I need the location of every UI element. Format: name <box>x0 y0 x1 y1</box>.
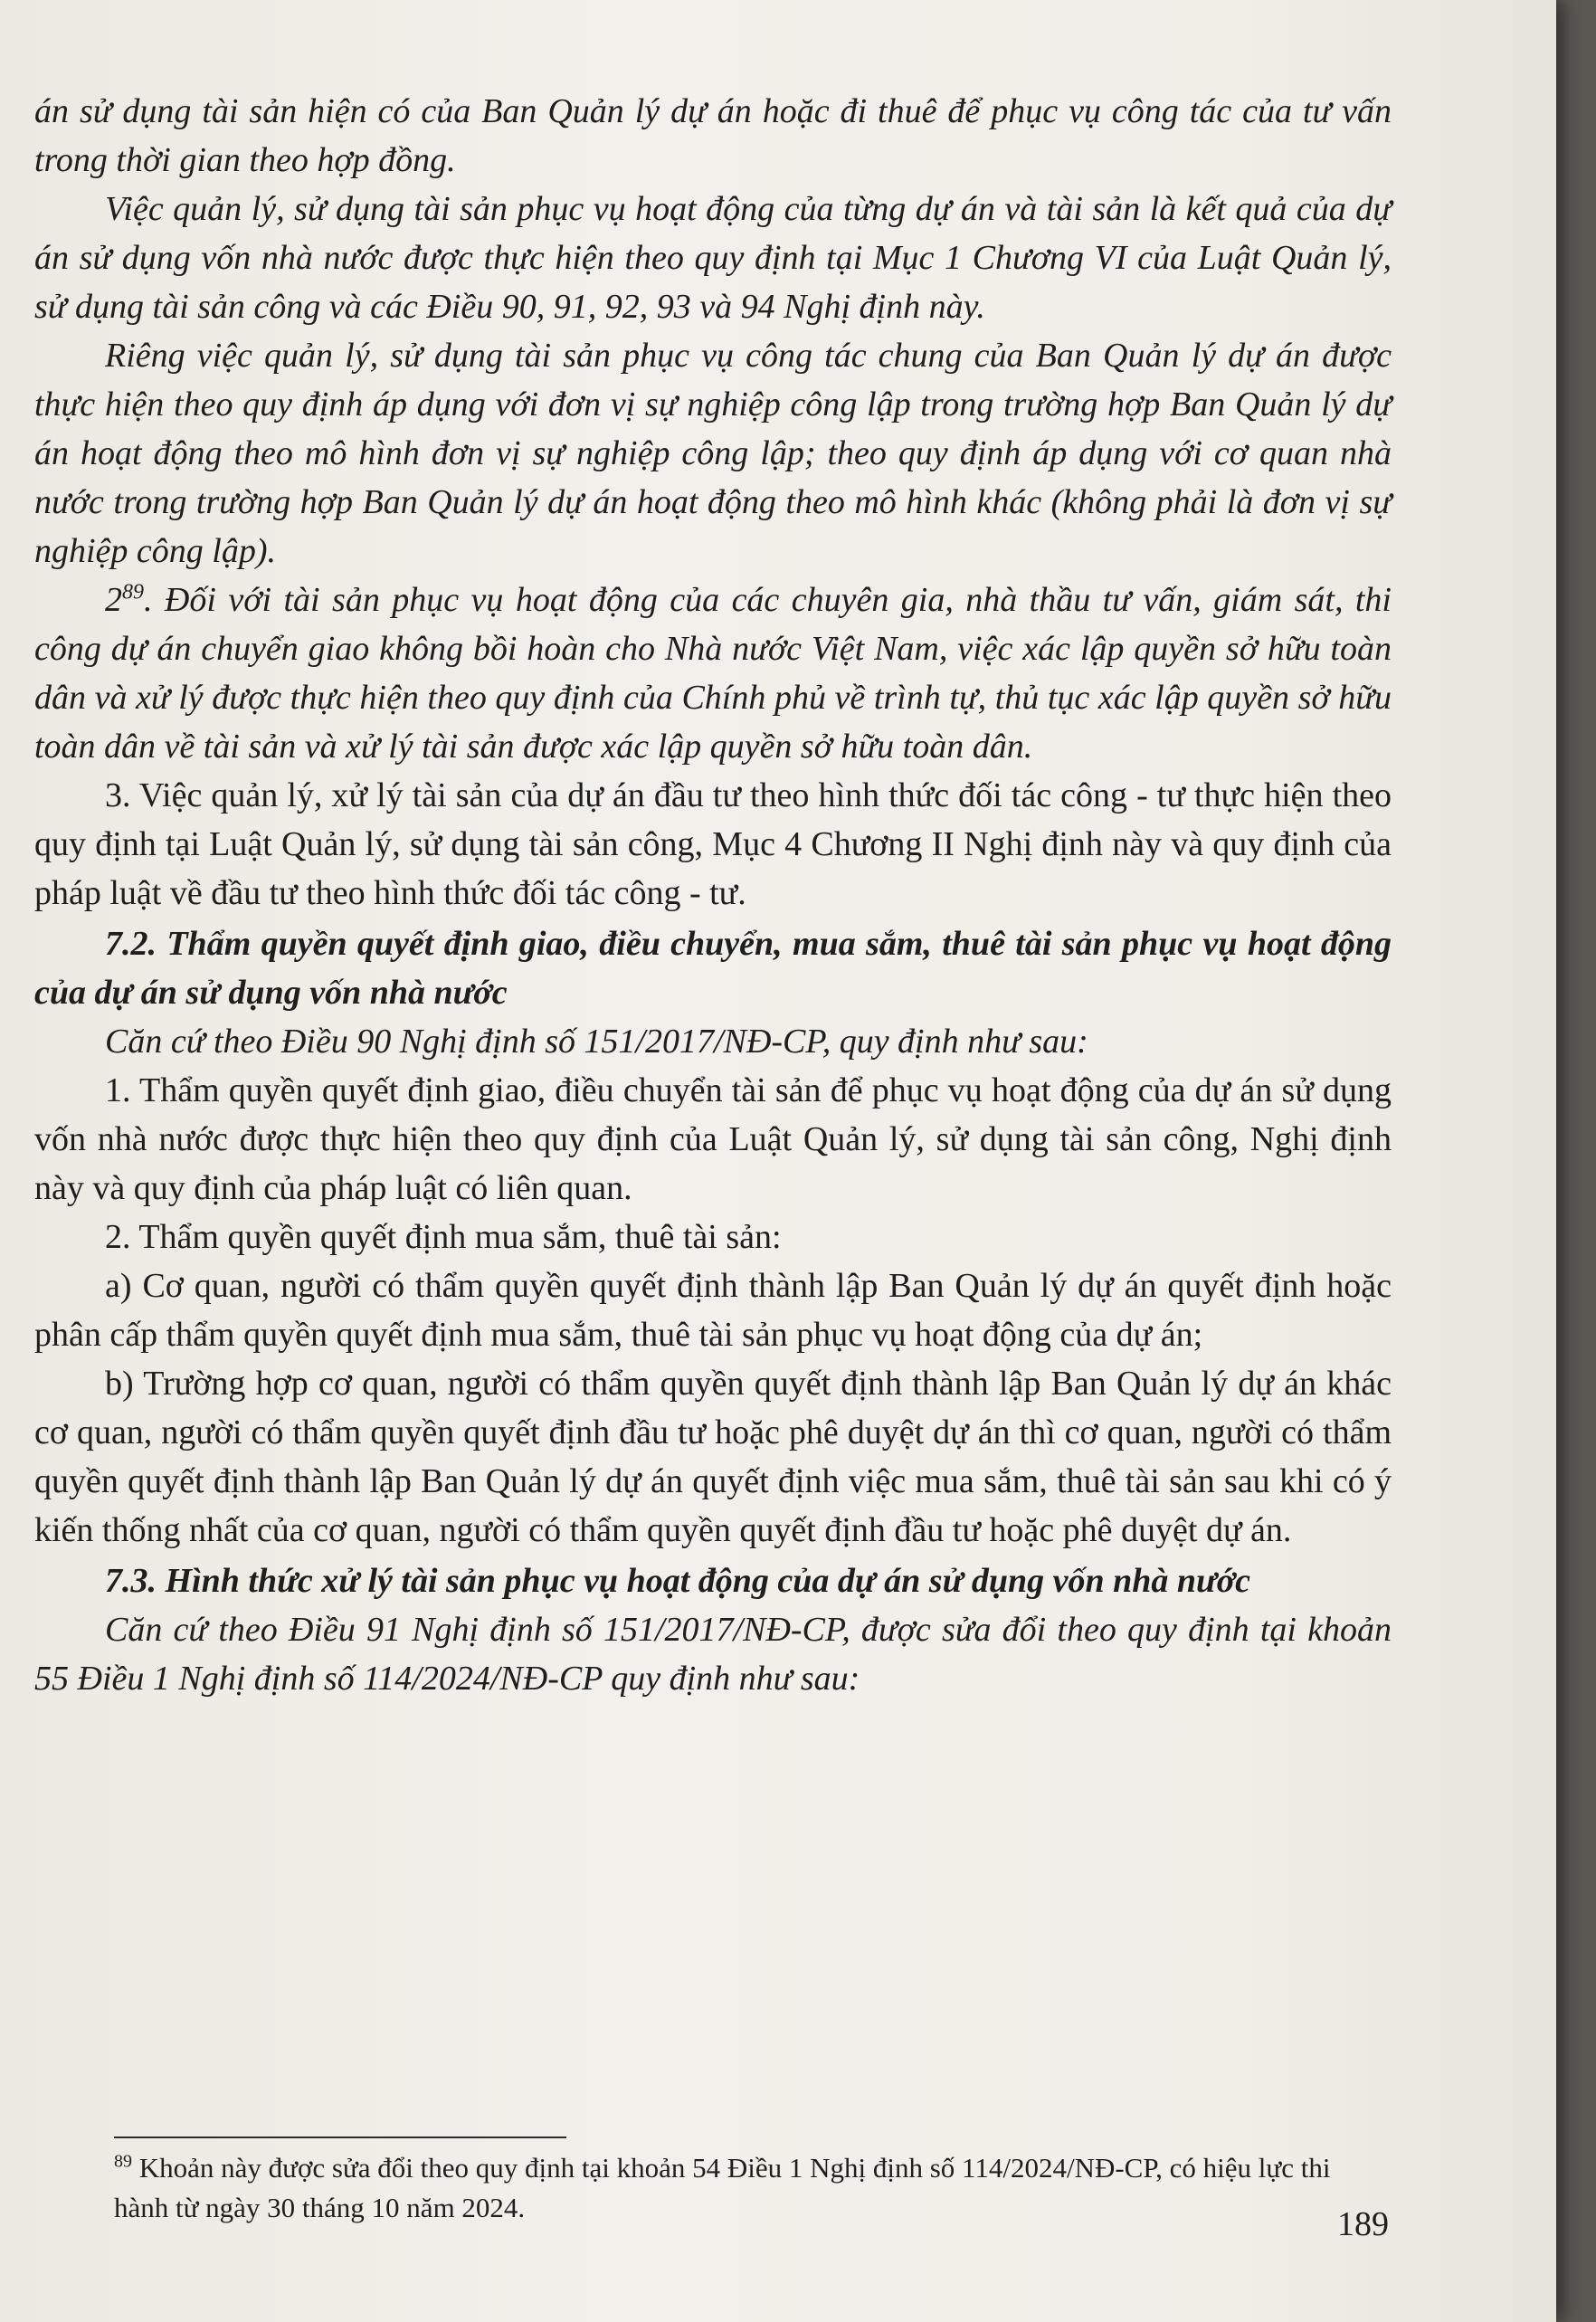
paragraph-asset-management: Việc quản lý, sử dụng tài sản phục vụ hoạt động của từng dự án và tài sản là kết quả của dự án sử dụng vốn nhà nước được thực hiện theo quy định tại Mục 1 Chương VI của Luật Quản lý, sử dụng tài sản công và các Điều 90, 91, 92, 93 và 94 Nghị định này. <box>34 190 1392 326</box>
paragraph-item-1: 1. Thẩm quyền quyết định giao, điều chuyển tài sản để phục vụ hoạt động của dự án sử dụng vốn nhà nước được thực hiện theo quy định của Luật Quản lý, sử dụng tài sản công, Nghị định này và quy định của pháp luật có liên quan. <box>34 1071 1392 1207</box>
paragraph-legal-basis-art90: Căn cứ theo Điều 90 Nghị định số 151/2017/NĐ-CP, quy định như sau: <box>105 1023 1088 1061</box>
paragraph-item-2: 2. Thẩm quyền quyết định mua sắm, thuê tài sản: <box>105 1218 782 1256</box>
page-body <box>34 87 1392 1703</box>
paragraph-general-work-assets: Riêng việc quản lý, sử dụng tài sản phục vụ công tác chung của Ban Quản lý dự án được thực hiện theo quy định áp dụng với đơn vị sự nghiệp công lập trong trường hợp Ban Quản lý dự án hoạt động theo mô hình đơn vị sự nghiệp công lập; theo quy định áp dụng với cơ quan nhà nước trong trường hợp Ban Quản lý dự án hoạt động theo mô hình khác (không phải là đơn vị sự nghiệp công lập). <box>34 337 1392 570</box>
clause-number: 2 <box>105 581 122 619</box>
paragraph-clause-3: 3. Việc quản lý, xử lý tài sản của dự án đầu tư theo hình thức đối tác công - tư thực hiện theo quy định tại Luật Quản lý, sử dụng tài sản công, Mục 4 Chương II Nghị định này và quy định của pháp luật về đầu tư theo hình thức đối tác công - tư. <box>34 776 1392 912</box>
paragraph-legal-basis-art91: Căn cứ theo Điều 91 Nghị định số 151/2017/NĐ-CP, được sửa đổi theo quy định tại khoản 55 Điều 1 Nghị định số 114/2024/NĐ-CP quy định như sau: <box>34 1611 1392 1698</box>
paragraph-continuation: án sử dụng tài sản hiện có của Ban Quản lý dự án hoặc đi thuê để phục vụ công tác của tư vấn trong thời gian theo hợp đồng. <box>34 92 1392 179</box>
paragraph-item-b: b) Trường hợp cơ quan, người có thẩm quyền quyết định thành lập Ban Quản lý dự án khác cơ quan, người có thẩm quyền quyết định đầu tư hoặc phê duyệt dự án thì cơ quan, người có thẩm quyền quyết định thành lập Ban Quản lý dự án quyết định việc mua sắm, thuê tài sản sau khi có ý kiến thống nhất của cơ quan, người có thẩm quyền quyết định đầu tư hoặc phê duyệt dự án. <box>34 1365 1392 1549</box>
footnote-reference: 89 <box>122 580 144 604</box>
footnote <box>114 2148 1390 2228</box>
page-number: 189 <box>1337 2205 1389 2243</box>
footnote-text: Khoản này được sửa đổi theo quy định tại khoản 54 Điều 1 Nghị định số 114/2024/NĐ-CP, có hiệu lực thi hành từ ngày 30 tháng 10 năm 2024. <box>114 2152 1331 2223</box>
section-heading-7-2: 7.2. Thẩm quyền quyết định giao, điều chuyển, mua sắm, thuê tài sản phục vụ hoạt động của dự án sử dụng vốn nhà nước <box>34 925 1392 1012</box>
footnote-mark: 89 <box>114 2151 132 2172</box>
clause-text: . Đối với tài sản phục vụ hoạt động của các chuyên gia, nhà thầu tư vấn, giám sát, thi công dự án chuyển giao không bồi hoàn cho Nhà nước Việt Nam, việc xác lập quyền sở hữu toàn dân và xử lý được thực hiện theo quy định của Chính phủ về trình tự, thủ tục xác lập quyền sở hữu toàn dân về tài sản và xử lý tài sản được xác lập quyền sở hữu toàn dân. <box>34 581 1392 766</box>
section-heading-7-3: 7.3. Hình thức xử lý tài sản phục vụ hoạt động của dự án sử dụng vốn nhà nước <box>105 1562 1251 1600</box>
paragraph-item-a: a) Cơ quan, người có thẩm quyền quyết định thành lập Ban Quản lý dự án quyết định hoặc phân cấp thẩm quyền quyết định mua sắm, thuê tài sản phục vụ hoạt động của dự án; <box>34 1267 1392 1354</box>
footnote-divider <box>114 2136 566 2138</box>
paragraph-clause-2 <box>34 576 1392 771</box>
